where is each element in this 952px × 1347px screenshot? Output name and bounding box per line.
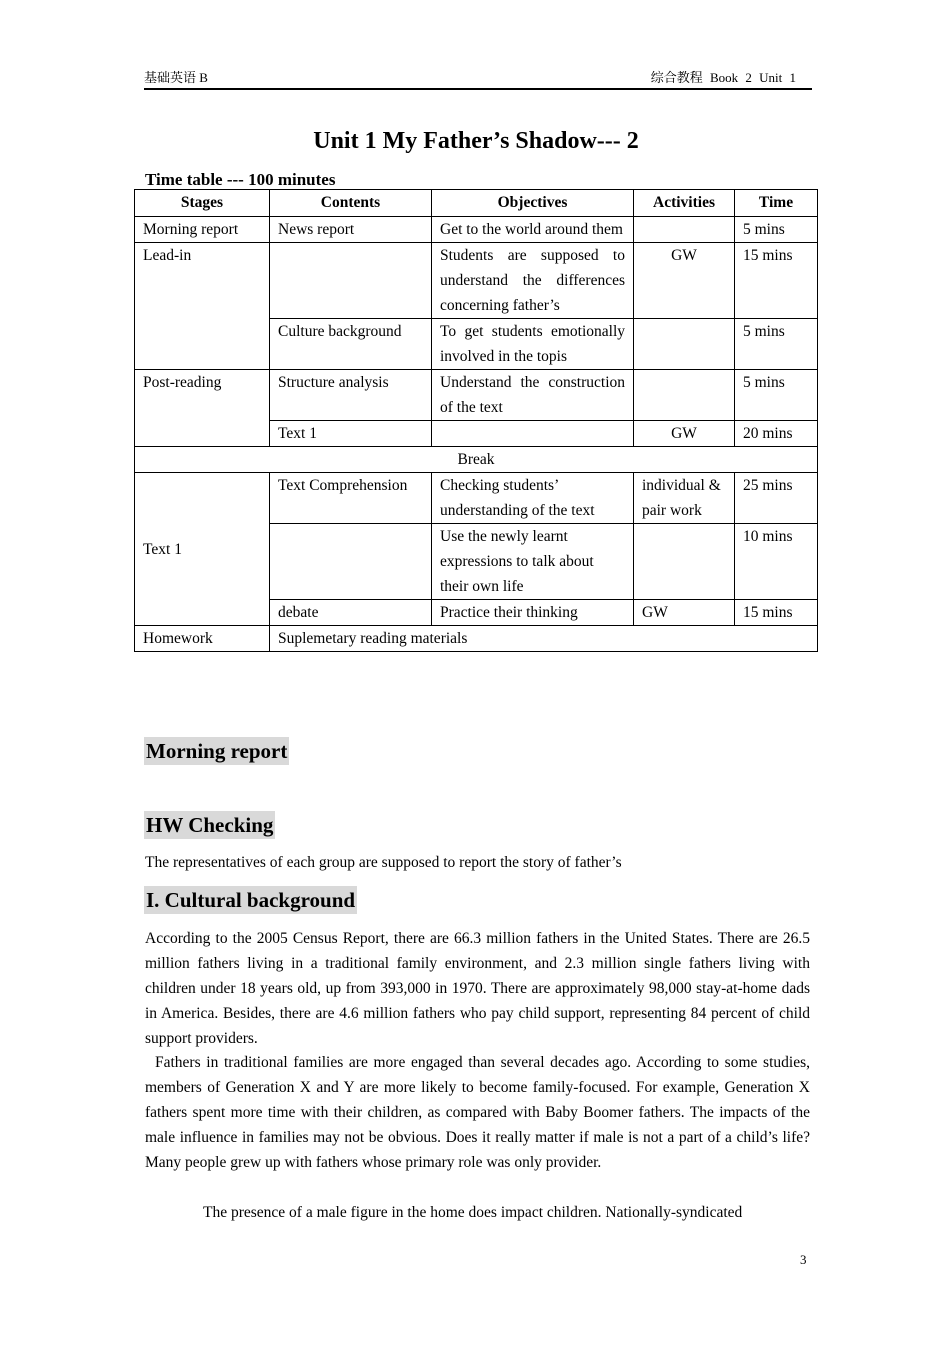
section-heading-hw-checking: HW Checking — [146, 813, 274, 837]
objectives-cell — [432, 421, 634, 447]
paragraph: The presence of a male figure in the home does impact children. Nationally-syndicated — [203, 1204, 743, 1221]
time-cell: 15 mins — [735, 600, 818, 626]
time-cell: 20 mins — [735, 421, 818, 447]
contents-cell: Text Comprehension — [270, 473, 432, 524]
objectives-cell: Checking students’ understanding of the text — [432, 473, 634, 524]
objectives-cell: Practice their thinking — [432, 600, 634, 626]
timetable-caption: Time table --- 100 minutes — [145, 170, 336, 189]
time-cell: 5 mins — [735, 370, 818, 421]
time-cell: 15 mins — [735, 243, 818, 319]
activities-cell: GW — [634, 243, 735, 319]
objectives-cell: To get students emotionally involved in the topis — [432, 319, 634, 370]
time-cell: 10 mins — [735, 524, 818, 600]
paragraph: Fathers in traditional families are more engaged than several decades ago. According to some studies, members of Generation X and Y are more likely to become family-focused. For example, Generation X fathers spent more time with their children, as compared with Baby Boomer fathers. The impacts of the male influence in families may not be obvious. Does it really matter if male is not a part of a child’s life? Many people grew up with fathers whose primary role was only provider. — [145, 1054, 810, 1171]
column-header: Activities — [634, 190, 735, 217]
objectives-cell: Students are supposed to understand the differences concerning father’s — [432, 243, 634, 319]
paragraph: According to the 2005 Census Report, there are 66.3 million fathers in the United States. There are 26.5 million fathers living in a traditional family environment, and 2.3 million single fathers living with children under 18 years old, up from 393,000 in 1970. There are approximately 98,000 stay-at-home dads in America. Besides, there are 4.6 million fathers who pay child support, representing 84 percent of child support providers. — [145, 930, 810, 1047]
contents-cell: debate — [270, 600, 432, 626]
stage-cell: Morning report — [135, 217, 270, 243]
contents-cell — [270, 243, 432, 319]
column-header: Time — [735, 190, 818, 217]
objectives-cell: Get to the world around them — [432, 217, 634, 243]
contents-cell: Culture background — [270, 319, 432, 370]
objectives-cell: Understand the construction of the text — [432, 370, 634, 421]
time-cell: 5 mins — [735, 217, 818, 243]
page-header — [144, 70, 812, 90]
column-header: Stages — [135, 190, 270, 217]
hw-checking-text: The representatives of each group are supposed to report the story of father’s — [145, 854, 622, 871]
activities-cell: GW — [634, 600, 735, 626]
column-header: Contents — [270, 190, 432, 217]
header-course: 基础英语 B — [144, 70, 208, 85]
activities-cell — [634, 217, 735, 243]
section-heading-cultural-background: I. Cultural background — [146, 888, 356, 912]
table-row — [135, 370, 818, 421]
stage-cell: Homework — [135, 626, 270, 652]
section-heading-morning-report: Morning report — [146, 739, 288, 763]
stage-cell: Text 1 — [135, 473, 270, 626]
contents-cell — [270, 524, 432, 600]
activities-cell — [634, 319, 735, 370]
table-row — [135, 473, 818, 524]
activities-cell — [634, 370, 735, 421]
timetable-header-row — [135, 190, 818, 217]
activities-cell: individual & pair work — [634, 473, 735, 524]
contents-cell: News report — [270, 217, 432, 243]
page-number: 3 — [800, 1252, 807, 1267]
header-book-unit: 综合教程 Book 2 Unit 1 — [650, 70, 796, 85]
stage-cell: Post-reading — [135, 370, 270, 447]
objectives-cell: Use the newly learnt expressions to talk about their own life — [432, 524, 634, 600]
time-cell: 5 mins — [735, 319, 818, 370]
timetable — [134, 189, 818, 652]
contents-cell: Text 1 — [270, 421, 432, 447]
column-header: Objectives — [432, 190, 634, 217]
contents-cell: Structure analysis — [270, 370, 432, 421]
activities-cell: GW — [634, 421, 735, 447]
stage-cell: Lead-in — [135, 243, 270, 370]
page-title: Unit 1 My Father’s Shadow--- 2 — [313, 128, 639, 154]
table-row — [135, 217, 818, 243]
break-row — [135, 447, 818, 473]
activities-cell — [634, 524, 735, 600]
table-row — [135, 243, 818, 319]
contents-cell: Suplemetary reading materials — [270, 626, 818, 652]
table-row — [135, 626, 818, 652]
break-cell: Break — [135, 447, 818, 473]
time-cell: 25 mins — [735, 473, 818, 524]
